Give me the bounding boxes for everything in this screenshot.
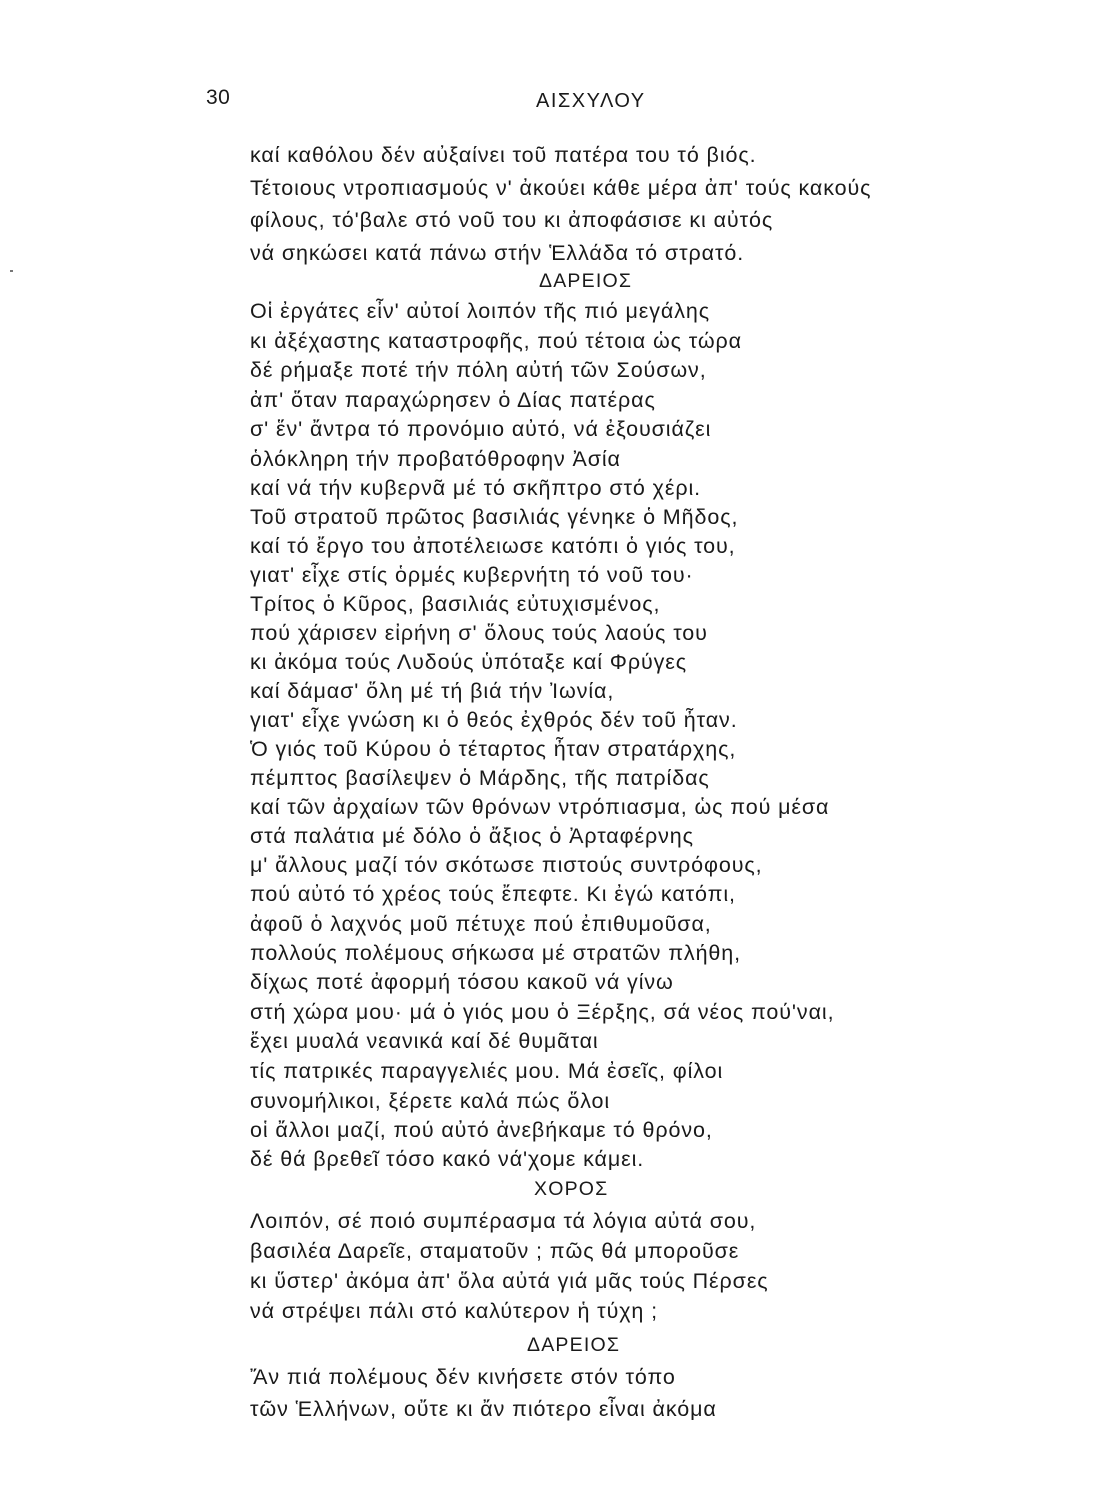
- verse-line: κι ὕστερ' ἀκόμα ἀπ' ὅλα αὐτά γιά μᾶς τούς Πέρσες: [250, 1269, 769, 1293]
- verse-line: ἀφοῦ ὁ λαχνός μοῦ πέτυχε πού ἐπιθυμοῦσα,: [250, 912, 712, 936]
- verse-line: ἀπ' ὅταν παραχώρησεν ὁ Δίας πατέρας: [250, 388, 656, 412]
- verse-line: Τρίτος ὁ Κῦρος, βασιλιάς εὐτυχισμένος,: [250, 592, 661, 616]
- verse-line: φίλους, τό'βαλε στό νοῦ του κι ἀποφάσισε κι αὐτός: [250, 208, 774, 232]
- verse-line: γιατ' εἶχε γνώση κι ὁ θεός ἐχθρός δέν τοῦ ἦταν.: [250, 708, 738, 732]
- verse-line: ὁλόκληρη τήν προβατόθροφην Ἀσία: [250, 447, 621, 471]
- verse-line: πού αὐτό τό χρέος τούς ἔπεφτε. Κι ἐγώ κατόπι,: [250, 882, 736, 906]
- speaker-heading: ΔΑΡΕΙΟΣ: [539, 270, 633, 292]
- running-title: ΑΙΣΧΥΛΟΥ: [536, 90, 646, 112]
- verse-line: βασιλέα Δαρεῖε, σταματοῦν ; πῶς θά μποροῦσε: [250, 1239, 740, 1263]
- verse-line: νά σηκώσει κατά πάνω στήν Ἑλλάδα τό στρατό.: [250, 241, 745, 265]
- verse-line: καί τό ἔργο του ἀποτέλειωσε κατόπι ὁ γιός του,: [250, 534, 736, 558]
- verse-line: καί νά τήν κυβερνᾶ μέ τό σκῆπτρο στό χέρι.: [250, 476, 702, 500]
- speaker-heading: ΧΟΡΟΣ: [534, 1178, 609, 1200]
- verse-line: Οἱ ἐργάτες εἶν' αὐτοί λοιπόν τῆς πιό μεγάλης: [250, 299, 710, 323]
- verse-line: ἔχει μυαλά νεανικά καί δέ θυμᾶται: [250, 1029, 599, 1053]
- verse-line: Λοιπόν, σέ ποιό συμπέρασμα τά λόγια αὐτά σου,: [250, 1209, 757, 1233]
- verse-line: Ἄν πιά πολέμους δέν κινήσετε στόν τόπο: [250, 1365, 676, 1389]
- page-number: 30: [206, 86, 231, 109]
- verse-line: πού χάρισεν εἰρήνη σ' ὅλους τούς λαούς του: [250, 621, 708, 645]
- verse-line: Τοῦ στρατοῦ πρῶτος βασιλιάς γένηκε ὁ Μῆδος,: [250, 505, 739, 529]
- verse-line: γιατ' εἶχε στίς ὁρμές κυβερνήτη τό νοῦ του·: [250, 563, 694, 587]
- verse-line: Ὁ γιός τοῦ Κύρου ὁ τέταρτος ἦταν στρατάρχης,: [250, 737, 737, 761]
- verse-line: κι ἀξέχαστης καταστροφῆς, πού τέτοια ὡς τώρα: [250, 329, 743, 353]
- verse-line: πέμπτος βασίλεψεν ὁ Μάρδης, τῆς πατρίδας: [250, 766, 710, 790]
- verse-line: συνομήλικοι, ξέρετε καλά πώς ὅλοι: [250, 1089, 611, 1113]
- verse-line: δέ ρήμαξε ποτέ τήν πόλη αὐτή τῶν Σούσων,: [250, 358, 707, 382]
- verse-line: καί τῶν ἀρχαίων τῶν θρόνων ντρόπιασμα, ὡς πού μέσα: [250, 795, 830, 819]
- verse-line: πολλούς πολέμους σήκωσα μέ στρατῶν πλήθη,: [250, 941, 742, 965]
- verse-line: κι ἀκόμα τούς Λυδούς ὑπόταξε καί Φρύγες: [250, 650, 688, 674]
- verse-line: νά στρέψει πάλι στό καλύτερον ἡ τύχη ;: [250, 1299, 659, 1323]
- scan-speck: [10, 270, 13, 272]
- verse-line: τίς πατρικές παραγγελιές μου. Μά ἐσεῖς, φίλοι: [250, 1059, 724, 1083]
- verse-line: δέ θά βρεθεῖ τόσο κακό νά'χομε κάμει.: [250, 1147, 645, 1171]
- verse-line: καί δάμασ' ὅλη μέ τή βιά τήν Ἰωνία,: [250, 679, 615, 703]
- verse-line: σ' ἕν' ἄντρα τό προνόμιο αὐτό, νά ἐξουσιάζει: [250, 417, 712, 441]
- verse-line: καί καθόλου δέν αὐξαίνει τοῦ πατέρα του τό βιός.: [250, 143, 757, 167]
- verse-line: Τέτοιους ντροπιασμούς ν' ἀκούει κάθε μέρα ἀπ' τούς κακούς: [250, 176, 872, 200]
- speaker-heading: ΔΑΡΕΙΟΣ: [527, 1334, 621, 1356]
- verse-line: στά παλάτια μέ δόλο ὁ ἄξιος ὁ Ἀρταφέρνης: [250, 824, 694, 848]
- verse-line: δίχως ποτέ ἀφορμή τόσου κακοῦ νά γίνω: [250, 970, 674, 994]
- verse-line: στή χώρα μου· μά ὁ γιός μου ὁ Ξέρξης, σά νέος πού'ναι,: [250, 1000, 835, 1024]
- verse-line: οἱ ἄλλοι μαζί, πού αὐτό ἀνεβήκαμε τό θρόνο,: [250, 1118, 713, 1142]
- verse-line: μ' ἄλλους μαζί τόν σκότωσε πιστούς συντρόφους,: [250, 853, 763, 877]
- verse-line: τῶν Ἑλλήνων, οὔτε κι ἄν πιότερο εἶναι ἀκόμα: [250, 1397, 717, 1421]
